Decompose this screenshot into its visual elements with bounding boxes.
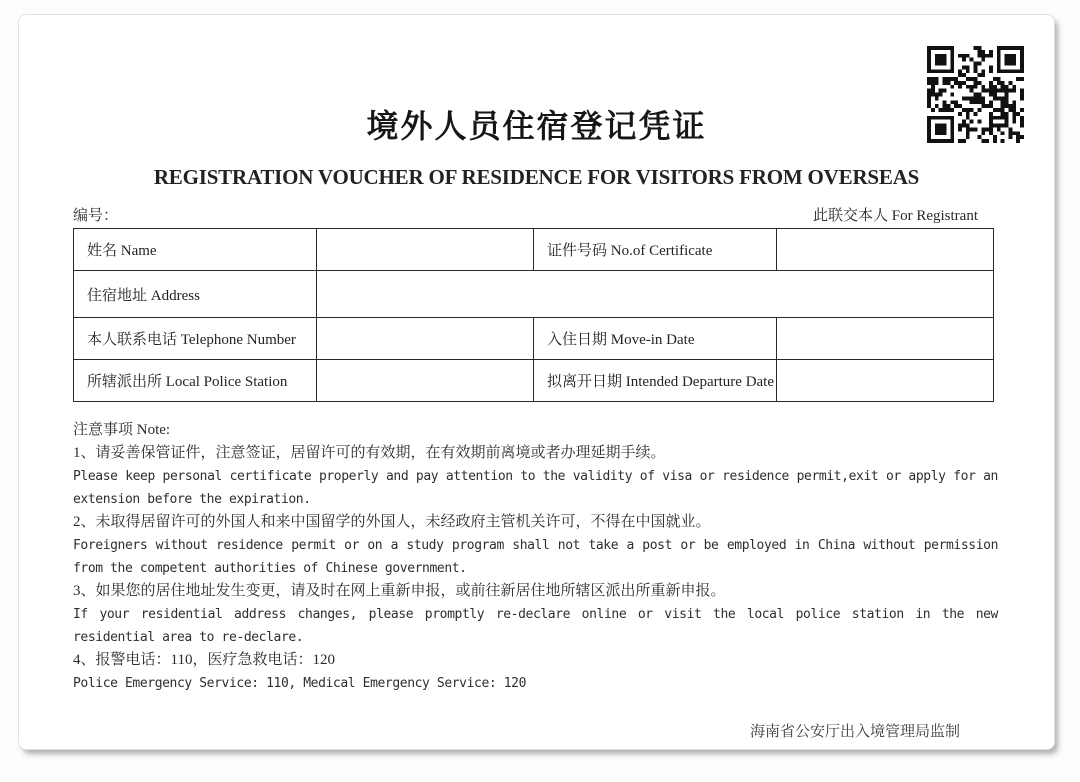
table-row — [74, 318, 994, 360]
movein-date-label: 入住日期 Move-in Date — [534, 318, 777, 360]
note-3-chinese: 3、如果您的居住地址发生变更，请及时在网上重新申报，或前往新居住地所辖区派出所重新申报。 — [73, 583, 726, 599]
title-chinese: 境外人员住宿登记凭证 — [366, 108, 707, 144]
telephone-value — [317, 318, 534, 360]
note-1-chinese: 1、请妥善保管证件，注意签证，居留许可的有效期，在有效期前离境或者办理延期手续。 — [73, 445, 666, 461]
certificate-number-label: 证件号码 No.of Certificate — [534, 229, 777, 271]
notes-section — [73, 419, 998, 695]
voucher-card — [18, 14, 1055, 750]
note-1-english: Please keep personal certificate properly and pay attention to the validity of visa or residence permit,exit or apply for an extension before the expiration. — [73, 469, 998, 507]
departure-date-value — [777, 360, 994, 402]
police-station-label: 所辖派出所 Local Police Station — [74, 360, 317, 402]
address-label: 住宿地址 Address — [74, 271, 317, 318]
serial-number-label: 编号： — [73, 208, 119, 224]
address-value — [317, 271, 994, 318]
notes-heading: 注意事项 Note: — [73, 422, 171, 438]
certificate-number-value — [777, 229, 994, 271]
movein-date-value — [777, 318, 994, 360]
name-label: 姓名 Name — [74, 229, 317, 271]
telephone-label: 本人联系电话 Telephone Number — [74, 318, 317, 360]
registration-table — [73, 228, 994, 402]
note-4-english: Police Emergency Service: 110, Medical Emergency Service: 120 — [73, 676, 527, 691]
table-row — [74, 229, 994, 271]
title-english: REGISTRATION VOUCHER OF RESIDENCE FOR VISITORS FROM OVERSEAS — [153, 165, 920, 189]
voucher-content — [19, 15, 1054, 741]
note-4-chinese: 4、报警电话：110，医疗急救电话：120 — [73, 652, 335, 668]
issuing-authority: 海南省公安厅出入境管理局监制 — [749, 724, 960, 740]
table-row — [74, 271, 994, 318]
serial-row — [73, 204, 1000, 225]
note-3-english: If your residential address changes, please promptly re-declare online or visit the local police station in the new residential area to re-declare. — [73, 607, 998, 645]
registrant-copy-label: 此联交本人 For Registrant — [813, 208, 978, 224]
note-2-chinese: 2、未取得居留许可的外国人和来中国留学的外国人，未经政府主管机关许可，不得在中国就业。 — [73, 514, 711, 530]
name-value — [317, 229, 534, 271]
table-row — [74, 360, 994, 402]
police-station-value — [317, 360, 534, 402]
note-2-english: Foreigners without residence permit or on a study program shall not take a post or be employed in China without permission from the competent authorities of Chinese government. — [73, 538, 998, 576]
departure-date-label: 拟离开日期 Intended Departure Date — [534, 360, 777, 402]
